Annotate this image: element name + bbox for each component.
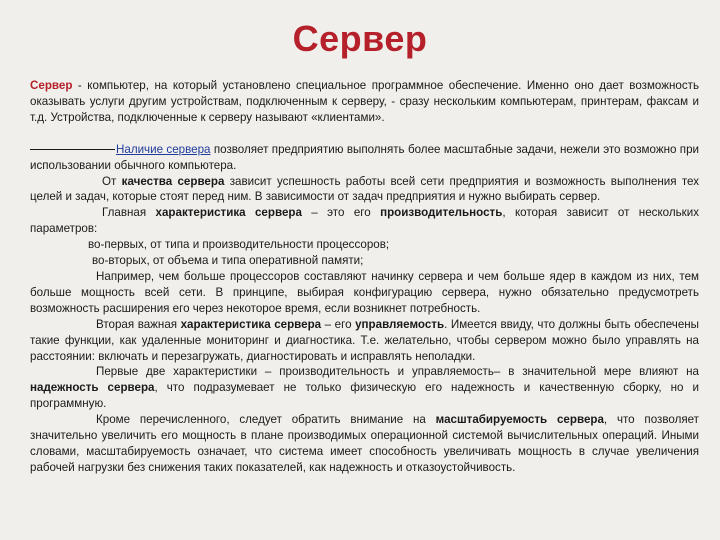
bold-reliability: надежность сервера bbox=[30, 381, 155, 395]
text-segment: Главная bbox=[102, 206, 156, 220]
bold-scalability: масштабируемость сервера bbox=[435, 413, 604, 427]
paragraph-scalability bbox=[30, 412, 699, 476]
definition-text: - компьютер, на который установлено специальное программное обеспечение. Именно оно дает возможность оказывать услуги другим устройствам, подключенным к серверу, - сразу нескольким компьютерам, принтерам, факсам и т.д. Устройства, подключенные к серверу называют «клиентами». bbox=[30, 79, 699, 124]
list-item: во-первых, от типа и производительности процессоров; bbox=[88, 238, 390, 252]
paragraph-reliability bbox=[30, 364, 699, 412]
document-body bbox=[30, 78, 699, 476]
text-segment: , которая зависит от нескольких параметров: bbox=[30, 206, 699, 236]
paragraph-definition bbox=[30, 78, 699, 126]
text-segment: , что подразумевает не только физическую его надежность и качественную сборку, но и программную. bbox=[30, 381, 699, 411]
server-presence-text: позволяет предприятию выполнять более масштабные задачи, нежели это возможно при использовании обычного компьютера. bbox=[30, 142, 700, 172]
text-segment: зависит успешность работы всей сети предприятия и возможность выполнения тех целей и задач, которые стоят перед ним. В зависимости от задач предприятия и нужно выбирать сервер. bbox=[30, 174, 700, 204]
bold-performance: производительность bbox=[380, 206, 503, 220]
underline-rule bbox=[30, 149, 115, 150]
paragraph-server-presence bbox=[30, 142, 699, 174]
text-segment: Первые две характеристики – производительность и управляемость– в значительной мере влияют на bbox=[96, 365, 699, 379]
paragraph-server-quality bbox=[30, 174, 699, 206]
page-title: Сервер bbox=[292, 18, 428, 59]
bold-server-quality: качества сервера bbox=[121, 174, 225, 188]
paragraph-main-characteristic bbox=[30, 205, 699, 237]
bold-manageability: управляемость bbox=[355, 317, 445, 331]
text-segment: . Имеется ввиду, что должны быть обеспечены такие функции, как удаленные мониторинг и диагностика. Т.е. желательно, чтобы сервером можно было управлять на расстоянии: включать и перезагружать, диагностировать и исправлять неполадки. bbox=[30, 317, 700, 363]
text-segment: , что позволяет значительно увеличить его мощность в плане производимых операционной системой вычислительных операций. Иными словами, масштабируемость означает, что система имеет способность увеличивать мощность в случае увеличения рабочей нагрузки без снижения таких показателей, как надежность и отказоустойчивость. bbox=[30, 413, 699, 474]
text-segment: Кроме перечисленного, следует обратить внимание на bbox=[96, 413, 436, 427]
list-item: во-вторых, от объема и типа оперативной памяти; bbox=[92, 254, 364, 268]
text-segment: От bbox=[102, 174, 122, 188]
text-segment: – его bbox=[321, 317, 356, 331]
server-presence-link[interactable]: Наличие сервера bbox=[116, 142, 211, 156]
bold-characteristic: характеристика сервера bbox=[155, 206, 302, 220]
text-segment: – это его bbox=[301, 206, 381, 220]
text-segment: Вторая важная bbox=[96, 317, 181, 331]
bold-characteristic: характеристика сервера bbox=[180, 317, 322, 331]
paragraph-manageability bbox=[30, 317, 699, 365]
paragraph-example: Например, чем больше процессоров составляют начинку сервера и чем больше ядер в каждом из них, тем больше мощность всей сети. В принципе, выбирая конфигурацию сервера, нужно обязательно предусмотреть возможность расширения его через некоторое время, если возникнет потребность. bbox=[30, 269, 699, 315]
term-server: Сервер bbox=[30, 79, 73, 92]
